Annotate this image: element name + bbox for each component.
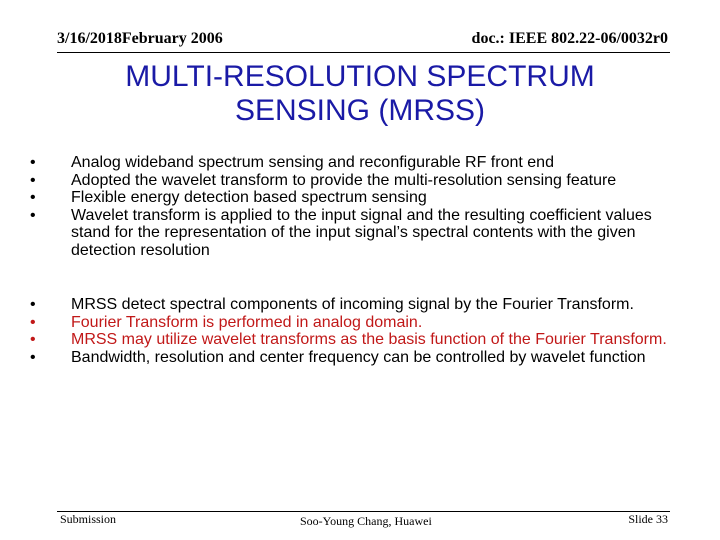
- bullet-text: Fourier Transform is performed in analog domain.: [71, 313, 423, 331]
- bullet-text: Wavelet transform is applied to the input signal and the resulting coefficient values stand for the representation of the input signal’s spectral contents with the given detection resolution: [71, 206, 652, 259]
- bullet-item: [30, 154, 690, 172]
- bullet-item-highlighted: [30, 314, 690, 332]
- bullet-marker: •: [30, 206, 36, 224]
- bullet-text: Flexible energy detection based spectrum sensing: [71, 189, 427, 206]
- slide-title: [60, 60, 660, 128]
- bullet-item: [30, 207, 690, 260]
- bullet-marker: •: [30, 296, 36, 313]
- bullet-item: [30, 189, 690, 207]
- footer-author: Soo-Young Chang, Huawei: [300, 514, 432, 528]
- footer-slide-number: Slide 33: [628, 512, 668, 526]
- bullet-marker: •: [30, 313, 36, 331]
- bullet-text: Analog wideband spectrum sensing and reconfigurable RF front end: [71, 154, 554, 171]
- slide-title-line-1: MULTI-RESOLUTION SPECTRUM: [125, 60, 595, 93]
- bullet-text: MRSS detect spectral components of incoming signal by the Fourier Transform.: [71, 296, 634, 313]
- bullet-marker: •: [30, 348, 36, 366]
- bullet-marker: •: [30, 331, 36, 348]
- bullet-text: MRSS may utilize wavelet transforms as the basis function of the Fourier Transform.: [71, 331, 667, 348]
- bullet-marker: •: [30, 189, 36, 206]
- bullet-marker: •: [30, 171, 36, 189]
- footer-divider: [57, 511, 670, 512]
- bullet-item: [30, 349, 690, 367]
- bullet-text: Bandwidth, resolution and center frequency can be controlled by wavelet function: [71, 348, 646, 366]
- bullet-list-secondary: [30, 296, 690, 366]
- bullet-item-highlighted: [30, 331, 690, 349]
- header-divider: [57, 52, 670, 53]
- header-doc-id: doc.: IEEE 802.22-06/0032r0: [471, 30, 668, 47]
- bullet-list-primary: [30, 154, 690, 259]
- slide-title-line-2: SENSING (MRSS): [234, 94, 486, 127]
- bullet-text: Adopted the wavelet transform to provide the multi-resolution sensing feature: [71, 171, 617, 189]
- bullet-item: [30, 172, 690, 190]
- footer-submission: Submission: [60, 512, 117, 526]
- header-date: 3/16/2018February 2006: [57, 30, 223, 47]
- bullet-marker: •: [30, 154, 36, 171]
- bullet-item: [30, 296, 690, 314]
